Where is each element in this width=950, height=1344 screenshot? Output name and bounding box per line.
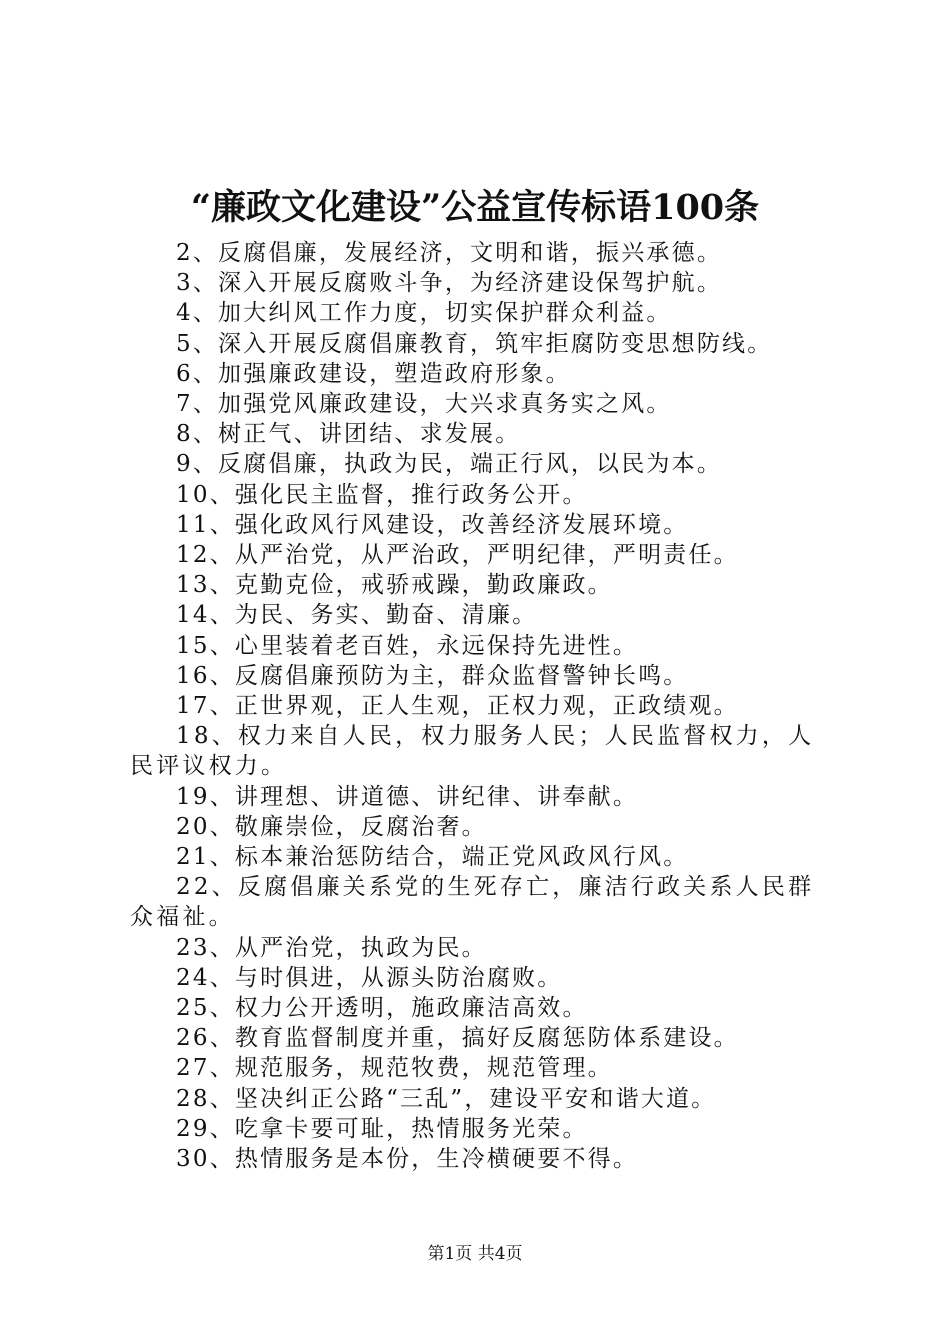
list-item: 25、权力公开透明，施政廉洁高效。 xyxy=(176,995,588,1022)
list-item: 6、加强廉政建设，塑造政府形象。 xyxy=(176,360,571,387)
list-item: 4、加大纠风工作力度，切实保护群众利益。 xyxy=(176,300,672,327)
list-item: 22、反腐倡廉关系党的生死存亡，廉洁行政关系人民群众福祉。 xyxy=(130,874,815,931)
page-title: “廉政文化建设”公益宣传标语100条 xyxy=(190,187,760,228)
list-item: 3、深入开展反腐败斗争，为经济建设保驾护航。 xyxy=(176,270,723,297)
page-number: 第1页 共4页 xyxy=(427,1244,523,1264)
list-item: 8、树正气、讲团结、求发展。 xyxy=(176,421,521,448)
list-item: 19、讲理想、讲道德、讲纪律、讲奉献。 xyxy=(176,783,639,810)
list-item: 11、强化政风行风建设，改善经济发展环境。 xyxy=(176,511,689,538)
list-item: 27、规范服务，规范牧费，规范管理。 xyxy=(176,1055,613,1082)
list-item: 24、与时俱进，从源头防治腐败。 xyxy=(176,964,563,991)
list-item: 18、权力来自人民，权力服务人民；人民监督权力，人民评议权力。 xyxy=(130,723,815,780)
list-item: 21、标本兼治惩防结合，端正党风政风行风。 xyxy=(176,844,689,871)
list-item: 13、克勤克俭，戒骄戒躁，勤政廉政。 xyxy=(176,572,613,599)
list-item: 28、坚决纠正公路“三乱”，建设平安和谐大道。 xyxy=(176,1085,717,1112)
slogan-list xyxy=(130,238,838,1174)
list-item: 20、敬廉崇俭，反腐治奢。 xyxy=(176,813,487,840)
list-item: 10、强化民主监督，推行政务公开。 xyxy=(176,481,588,508)
list-item: 5、深入开展反腐倡廉教育，筑牢拒腐防变思想防线。 xyxy=(176,330,773,357)
list-item: 29、吃拿卡要可耻，热情服务光荣。 xyxy=(176,1115,588,1142)
list-item: 9、反腐倡廉，执政为民，端正行风，以民为本。 xyxy=(176,451,723,478)
list-item: 2、反腐倡廉，发展经济，文明和谐，振兴承德。 xyxy=(176,240,723,266)
list-item: 23、从严治党，执政为民。 xyxy=(176,934,487,961)
list-item: 14、为民、务实、勤奋、清廉。 xyxy=(176,602,538,629)
list-item: 17、正世界观，正人生观，正权力观，正政绩观。 xyxy=(176,693,739,720)
list-item: 7、加强党风廉政建设，大兴求真务实之风。 xyxy=(176,391,672,418)
list-item: 16、反腐倡廉预防为主，群众监督警钟长鸣。 xyxy=(176,662,689,689)
list-item: 30、热情服务是本份，生冷横硬要不得。 xyxy=(176,1146,639,1173)
list-item: 26、教育监督制度并重，搞好反腐惩防体系建设。 xyxy=(176,1025,739,1052)
list-item: 15、心里装着老百姓，永远保持先进性。 xyxy=(176,632,639,659)
list-item: 12、从严治党，从严治政，严明纪律，严明责任。 xyxy=(176,542,739,569)
